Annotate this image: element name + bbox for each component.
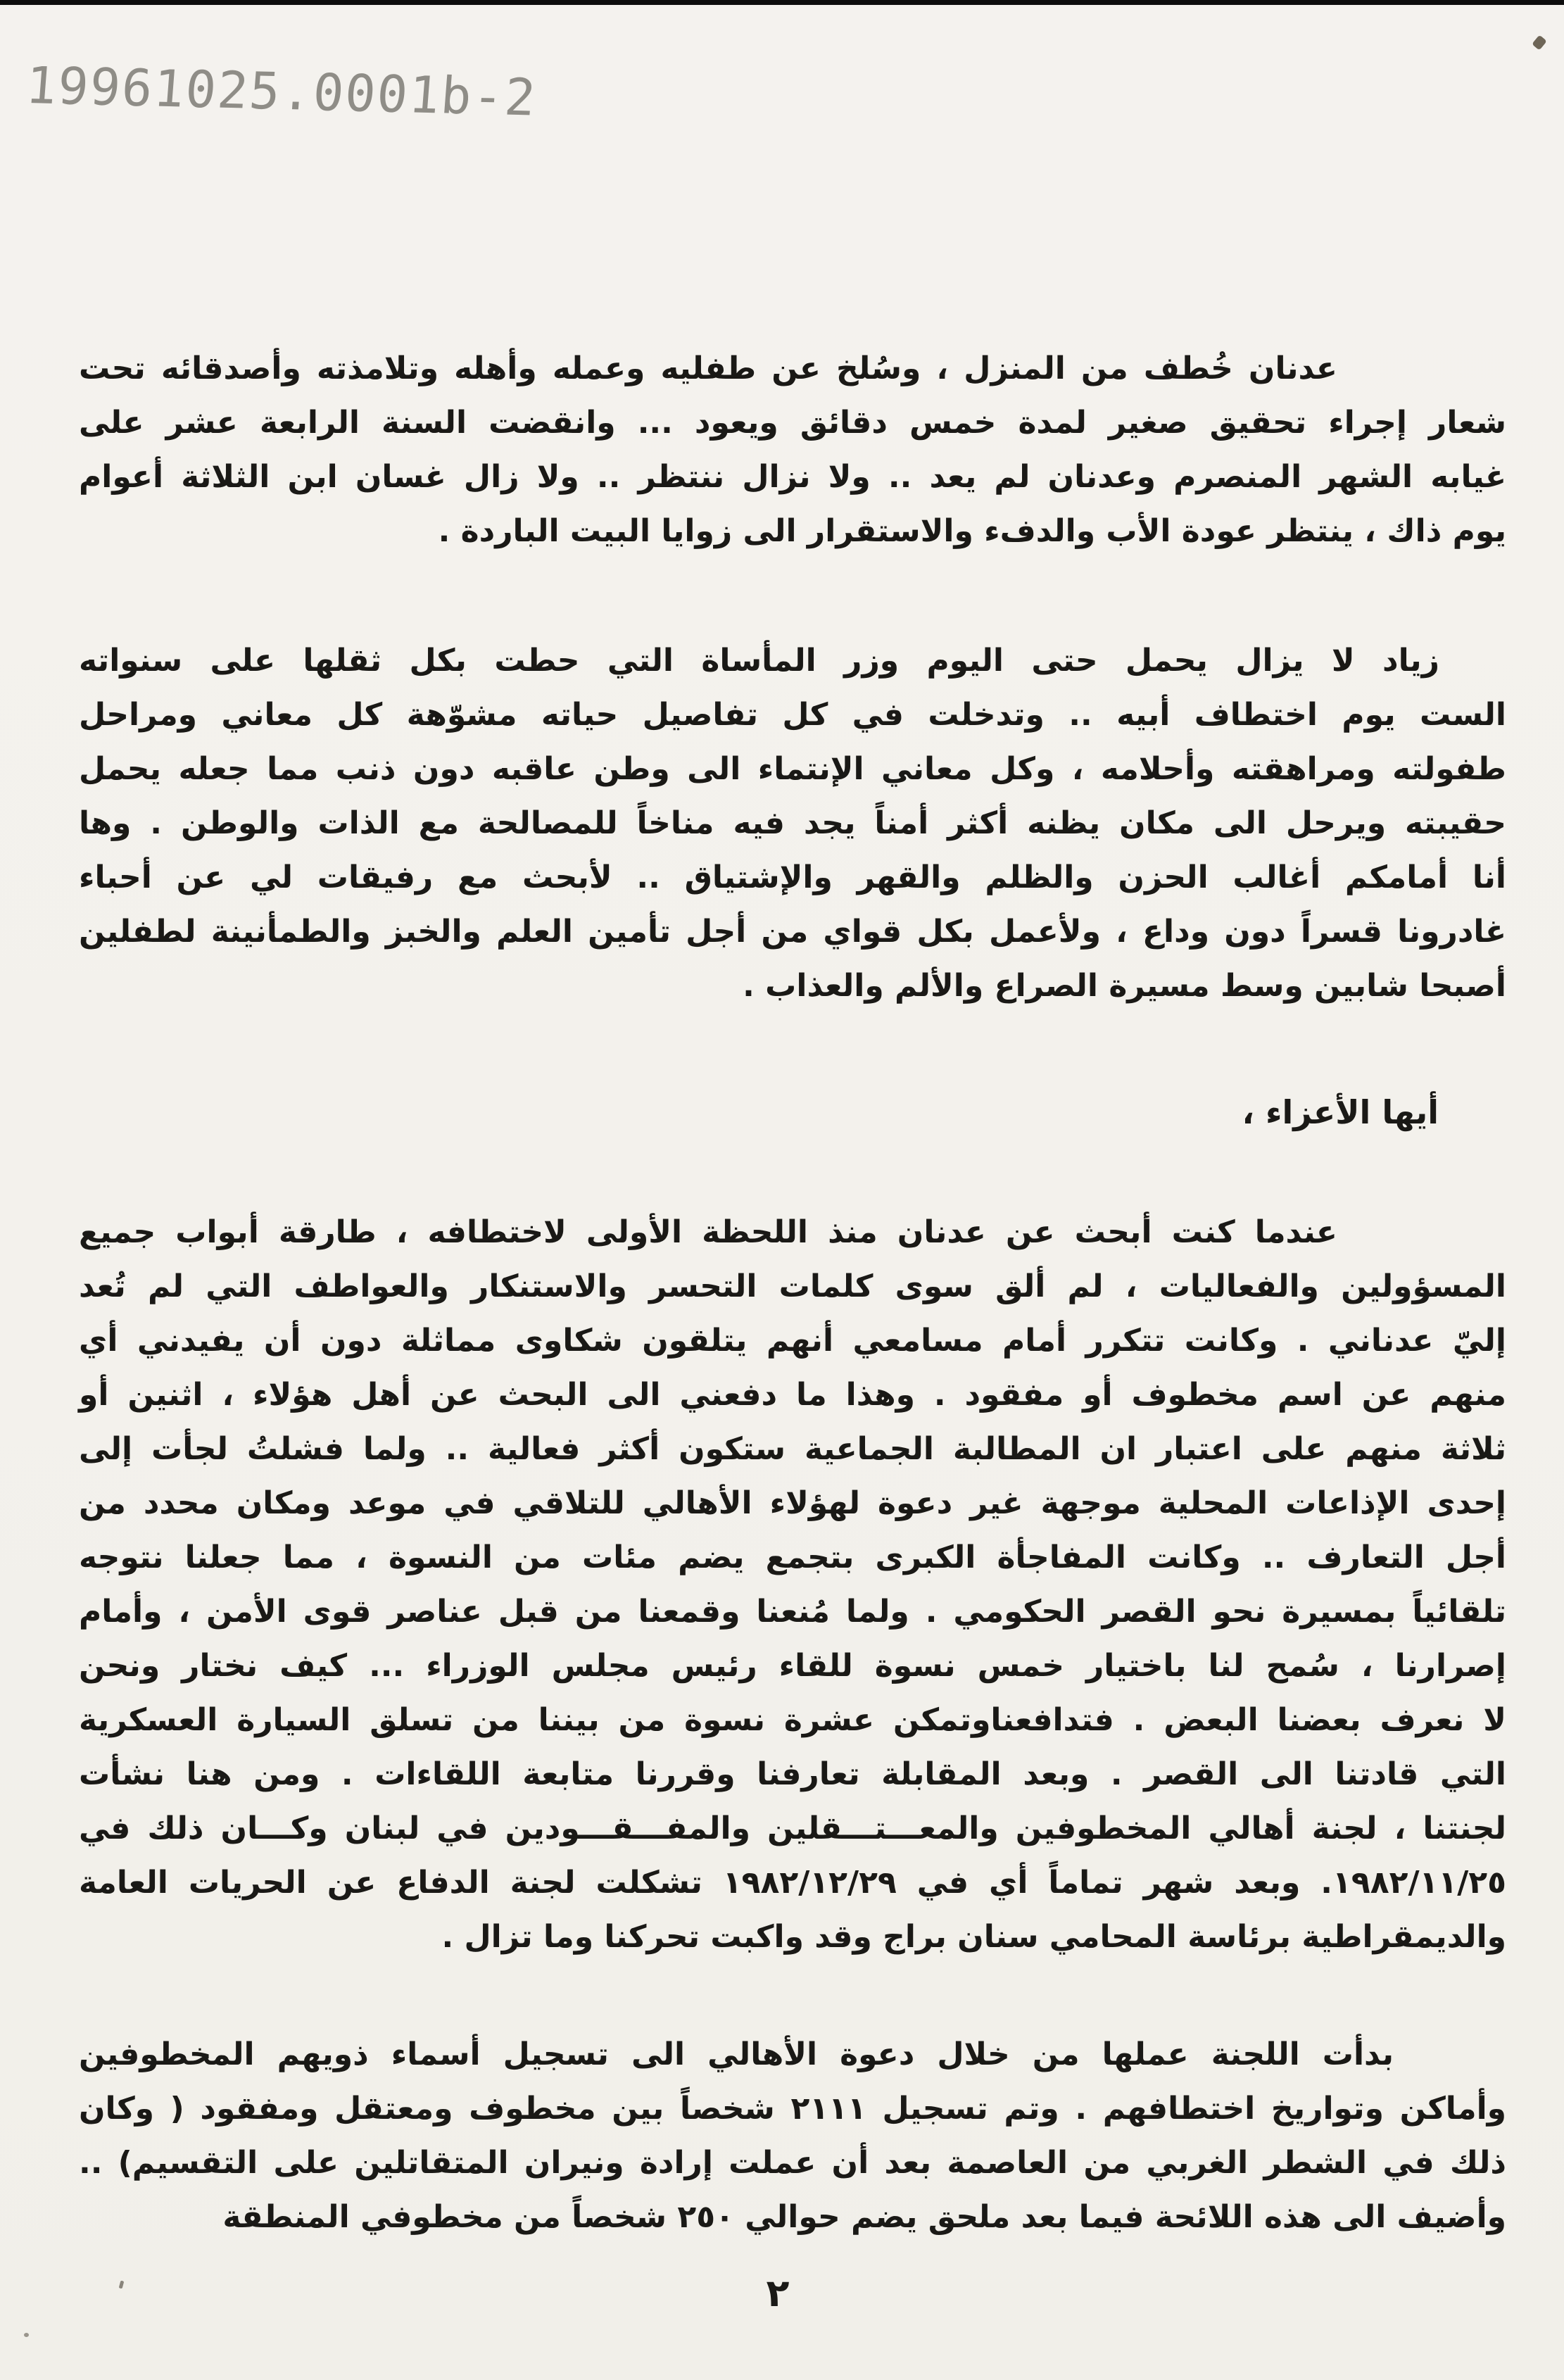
text-line: إليّ عدناني . وكانت تتكرر أمام مسامعي أنهم يتلقون شكاوى مماثلة دون أن يفيدني أي	[79, 1323, 1506, 1359]
paragraph	[79, 1205, 1506, 1964]
text-line: منهم عن اسم مخطوف أو مفقود . وهذا ما دفعني الى البحث عن أهل هؤلاء ، اثنين أو	[79, 1377, 1506, 1413]
text-line: ١٩٨٢/١١/٢٥. وبعد شهر تماماً أي في ١٩٨٢/١٢/٢٩ تشكلت لجنة الدفاع عن الحريات العامة	[79, 1865, 1506, 1901]
text-line: غيابه الشهر المنصرم وعدنان لم يعد .. ولا نزال ننتظر .. ولا زال غسان ابن الثلاثة أعوام	[79, 459, 1506, 495]
handwritten-note: 19961025.0001b-2	[23, 56, 539, 127]
text-line: أنا أمامكم أغالب الحزن والظلم والقهر والإشتياق .. لأبحث مع رفيقات لي عن أحباء	[79, 860, 1506, 895]
text-line: يوم ذاك ، ينتظر عودة الأب والدفء والاستقرار الى زوايا البيت الباردة .	[438, 513, 1506, 549]
scan-edge-artifact	[0, 0, 1564, 5]
text-line: بدأت اللجنة عملها من خلال دعوة الأهالي الى تسجيل أسماء ذويهم المخطوفين	[79, 2036, 1394, 2072]
paragraph	[79, 341, 1506, 558]
text-line: لجنتنا ، لجنة أهالي المخطوفين والمعـــتـــقلين والمفـــقـــودين في لبنان وكـــان ذلك في	[79, 1811, 1506, 1846]
text-line: المسؤولين والفعاليات ، لم ألق سوى كلمات التحسر والاستنكار والعواطف التي لم تُعد	[79, 1268, 1506, 1304]
text-line: التي قادتنا الى القصر . وبعد المقابلة تعارفنا وقررنا متابعة اللقاءات . ومن هنا نشأت	[79, 1756, 1506, 1792]
scan-speck	[1532, 34, 1547, 50]
text-line: تلقائياً بمسيرة نحو القصر الحكومي . ولما مُنعنا وقمعنا من قبل عناصر قوى الأمن ، وأمام	[79, 1594, 1506, 1630]
text-line: وأضيف الى هذه اللائحة فيما بعد ملحق يضم حوالي ٢٥٠ شخصاً من مخطوفي المنطقة	[222, 2199, 1506, 2235]
scan-speck	[24, 2333, 29, 2337]
text-line: إصرارنا ، سُمح لنا باختيار خمس نسوة للقاء رئيس مجلس الوزراء ... كيف نختار ونحن	[79, 1648, 1506, 1684]
text-line: عدنان خُطف من المنزل ، وسُلخ عن طفليه وعمله وأهله وتلامذته وأصدقائه تحت	[79, 351, 1337, 386]
text-line: حقيبته ويرحل الى مكان يظنه أكثر أمناً يجد فيه مناخاً للمصالحة مع الذات والوطن . وها	[79, 805, 1506, 841]
text-line: ذلك في الشطر الغربي من العاصمة بعد أن عملت إرادة ونيران المتقاتلين على التقسيم) ..	[79, 2145, 1506, 2181]
text-line: ثلاثة منهم على اعتبار ان المطالبة الجماعية ستكون أكثر فعالية .. ولما فشلتُ لجأت إلى	[79, 1431, 1506, 1467]
paragraph	[79, 634, 1506, 1013]
section-heading: أيها الأعزاء ،	[1242, 1093, 1439, 1131]
text-line: وأماكن وتواريخ اختطافهم . وتم تسجيل ٢١١١ شخصاً بين مخطوف ومعتقل ومفقود ( وكان	[79, 2091, 1506, 2127]
text-line: شعار إجراء تحقيق صغير لمدة خمس دقائق ويعود ... وانقضت السنة الرابعة عشر على	[79, 405, 1506, 441]
text-line: الست يوم اختطاف أبيه .. وتدخلت في كل تفاصيل حياته مشوّهة كل معاني ومراحل	[79, 697, 1506, 733]
text-line: زياد لا يزال يحمل حتى اليوم وزر المأساة التي حطت بكل ثقلها على سنواته	[79, 643, 1439, 679]
text-line: عندما كنت أبحث عن عدنان منذ اللحظة الأولى لاختطافه ، طارقة أبواب جميع	[79, 1214, 1337, 1250]
text-line: أجل التعارف .. وكانت المفاجأة الكبرى بتجمع يضم مئات من النسوة ، مما جعلنا نتوجه	[79, 1540, 1506, 1575]
paragraph	[79, 2027, 1506, 2244]
text-line: غادرونا قسراً دون وداع ، ولأعمل بكل قواي من أجل تأمين العلم والخبز والطمأنينة لطفلين	[79, 914, 1506, 950]
page-number: ٢	[766, 2271, 790, 2315]
text-line: أصبحا شابين وسط مسيرة الصراع والألم والعذاب .	[743, 968, 1506, 1004]
text-line: إحدى الإذاعات المحلية موجهة غير دعوة لهؤلاء الأهالي للتلاقي في موعد ومكان محدد من	[79, 1485, 1506, 1521]
text-line: والديمقراطية برئاسة المحامي سنان براج وقد واكبت تحركنا وما تزال .	[441, 1919, 1506, 1955]
text-line: طفولته ومراهقته وأحلامه ، وكل معاني الإنتماء الى وطن عاقبه دون ذنب مما جعله يحمل	[79, 751, 1506, 787]
text-line: لا نعرف بعضنا البعض . فتدافعناوتمكن عشرة نسوة من بيننا من تسلق السيارة العسكرية	[79, 1702, 1506, 1738]
